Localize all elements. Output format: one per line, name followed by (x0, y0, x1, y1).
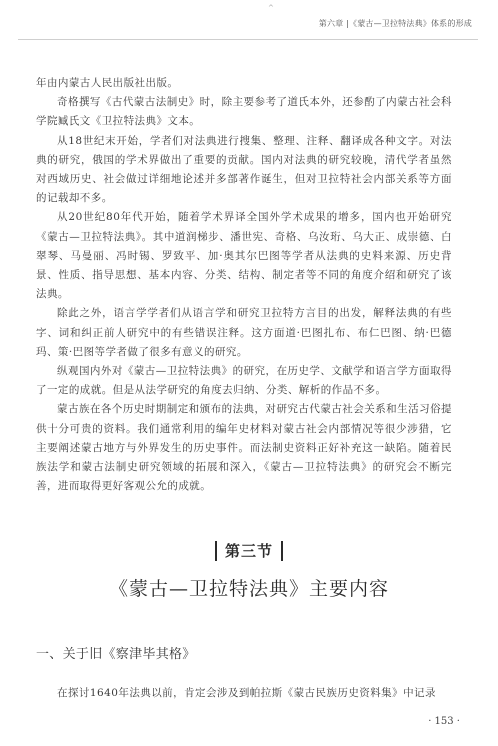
section-number (0, 540, 498, 561)
section-title: 《蒙古—卫拉特法典》主要内容 (108, 578, 389, 600)
section-bar-right (281, 541, 283, 561)
page-number: · 153 · (428, 716, 460, 727)
body-text (36, 74, 452, 496)
header-divider (18, 39, 478, 40)
paragraph: 奇格撰写《古代蒙古法制史》时，除主要参考了道氏本外，还参酌了内蒙古社会科学院臧氏文《卫拉特法典》文本。 (36, 96, 452, 128)
subsection-heading: 一、关于旧《察津毕其格》 (36, 647, 196, 662)
paragraph: 除此之外，语言学学者们从语言学和研究卫拉特方言目的出发，解释法典的有些字、词和纠正前人研究中的有些错误注释。这方面道·巴图扎布、布仁巴图、纳·巴德玛、策·巴图等学者做了很多有意义的研究。 (36, 307, 452, 358)
running-header: 第六章 |《蒙古—卫拉特法典》体系的形成 (318, 19, 472, 28)
paragraph: 蒙古族在各个历史时期制定和颁布的法典，对研究古代蒙古社会关系和生活习俗提供十分可贵的资料。我们通常利用的编年史材料对蒙古社会内部情况等很少涉猎，它主要阐述蒙古地方与外界发生的历史事件。而法制史资料正好补充这一缺陷。随着民族法学和蒙古法制史研究领域的拓展和深入，《蒙古—卫拉特法典》的研究会不断完善，进而取得更好客观公允的成就。 (36, 403, 452, 493)
paragraph: 从20世纪80年代开始，随着学术界译全国外学术成果的增多，国内也开始研究《蒙古—卫拉特法典》。其中道润梯步、潘世宪、奇格、乌汝珩、乌大正、成崇德、白翠琴、马曼丽、冯时锡、罗致平、加·奥其尔巴图等学者从法典的史料来源、历史背景、性质、指导思想、基本内容、分类、结构、制定者等不同的角度介绍和研究了该法典。 (36, 211, 452, 301)
paragraph-continuation: 年由内蒙古人民出版社出版。 (36, 77, 179, 89)
paragraph-start: 在探讨1640年法典以前，肯定会涉及到帕拉斯《蒙古民族历史资料集》中记录 (57, 687, 436, 699)
section-bar-left (215, 541, 217, 561)
paragraph: 纵观国内外对《蒙古—卫拉特法典》的研究，在历史学、文献学和语言学方面取得了一定的成就。但是从法学研究的角度去归纳、分类、解析的作品不多。 (36, 365, 452, 397)
section-number-label: 第三节 (224, 542, 273, 560)
top-mark: ^ (268, 4, 274, 12)
paragraph: 从18世纪末开始，学者们对法典进行搜集、整理、注释、翻译成各种文字。对法典的研究，俄国的学术界做出了重要的贡献。国内对法典的研究较晚，清代学者虽然对西域历史、社会做过详细地论述并多部著作诞生，但对卫拉特社会内部关系等方面的记载却不多。 (36, 134, 452, 205)
